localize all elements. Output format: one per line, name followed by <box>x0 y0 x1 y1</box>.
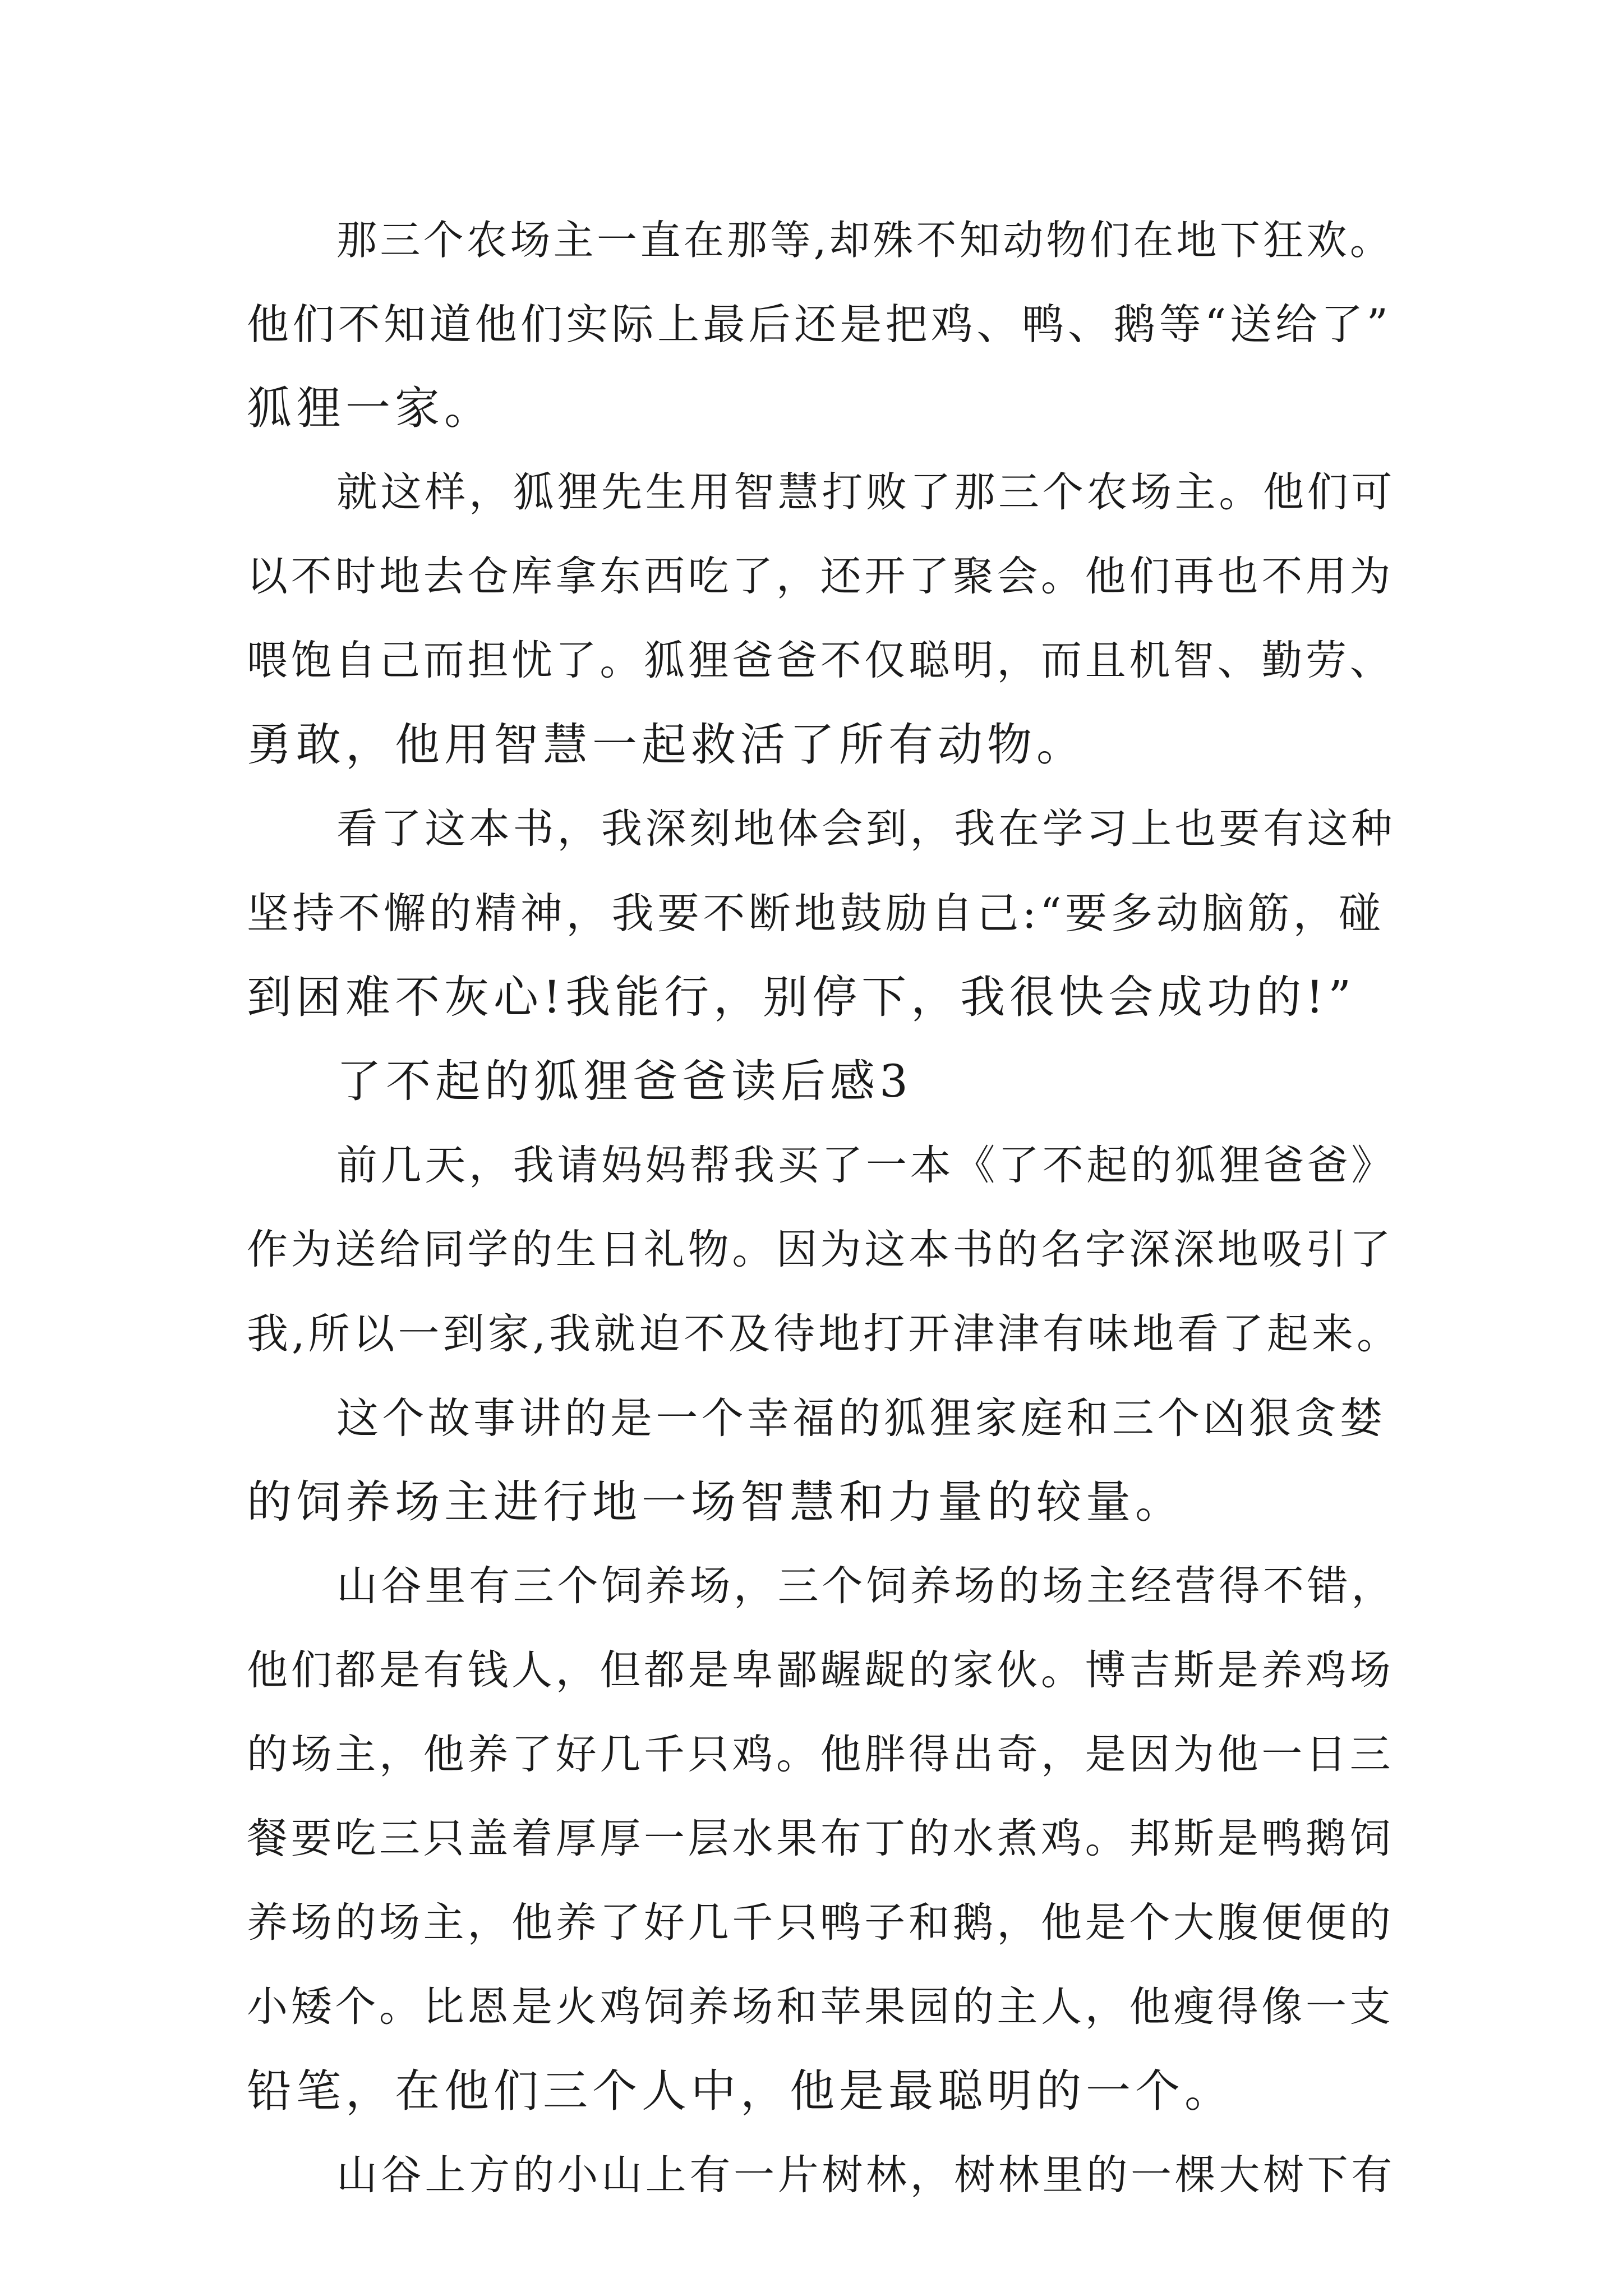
text-line: 作为送给同学的生日礼物。因为这本书的名字深深地吸引了 <box>247 1226 1394 1273</box>
text-line: 的饲养场主进行地一场智慧和力量的较量。 <box>247 1476 1184 1528</box>
section-heading: 了不起的狐狸爸爸读后感3 <box>336 1055 912 1107</box>
text-line: 那三个农场主一直在那等,却殊不知动物们在地下狂欢。 <box>336 217 1394 264</box>
text-line: 餐要吃三只盖着厚厚一层水果布丁的水煮鸡。邦斯是鸭鹅饲 <box>247 1815 1394 1862</box>
text-line: 他们不知道他们实际上最后还是把鸡、鸭、鹅等“送给了” <box>247 300 1392 349</box>
text-line: 勇敢，他用智慧一起救活了所有动物。 <box>247 719 1086 771</box>
text-line: 坚持不懈的精神，我要不断地鼓励自己:“要多动脑筋，碰 <box>247 889 1385 938</box>
text-line: 山谷上方的小山上有一片树林，树林里的一棵大树下有 <box>336 2151 1395 2199</box>
text-line: 的场主，他养了好几千只鸡。他胖得出奇，是因为他一日三 <box>247 1731 1394 1778</box>
text-line: 到困难不灰心!我能行，别停下，我很快会成功的!” <box>247 971 1356 1023</box>
text-line: 看了这本书，我深刻地体会到，我在学习上也要有这种 <box>336 805 1395 853</box>
text-line: 养场的场主，他养了好几千只鸭子和鹅，他是个大腹便便的 <box>247 1899 1394 1947</box>
text-line: 小矮个。比恩是火鸡饲养场和苹果园的主人，他瘦得像一支 <box>247 1983 1394 2031</box>
text-line: 铅笔，在他们三个人中，他是最聪明的一个。 <box>247 2065 1234 2117</box>
text-line: 山谷里有三个饲养场，三个饲养场的场主经营得不错， <box>336 1562 1395 1610</box>
text-line: 狐狸一家。 <box>247 382 494 434</box>
text-line: 这个故事讲的是一个幸福的狐狸家庭和三个凶狠贪婪 <box>336 1393 1386 1443</box>
text-line: 以不时地去仓库拿东西吃了，还开了聚会。他们再也不用为 <box>247 553 1394 600</box>
text-line: 他们都是有钱人，但都是卑鄙龌龊的家伙。博吉斯是养鸡场 <box>247 1646 1394 1694</box>
text-line: 喂饱自己而担忧了。狐狸爸爸不仅聪明，而且机智、勤劳、 <box>247 637 1394 684</box>
text-line: 前几天，我请妈妈帮我买了一本《了不起的狐狸爸爸》 <box>336 1142 1395 1189</box>
text-line: 我,所以一到家,我就迫不及待地打开津津有味地看了起来。 <box>247 1310 1402 1358</box>
text-line: 就这样，狐狸先生用智慧打败了那三个农场主。他们可 <box>336 468 1395 516</box>
